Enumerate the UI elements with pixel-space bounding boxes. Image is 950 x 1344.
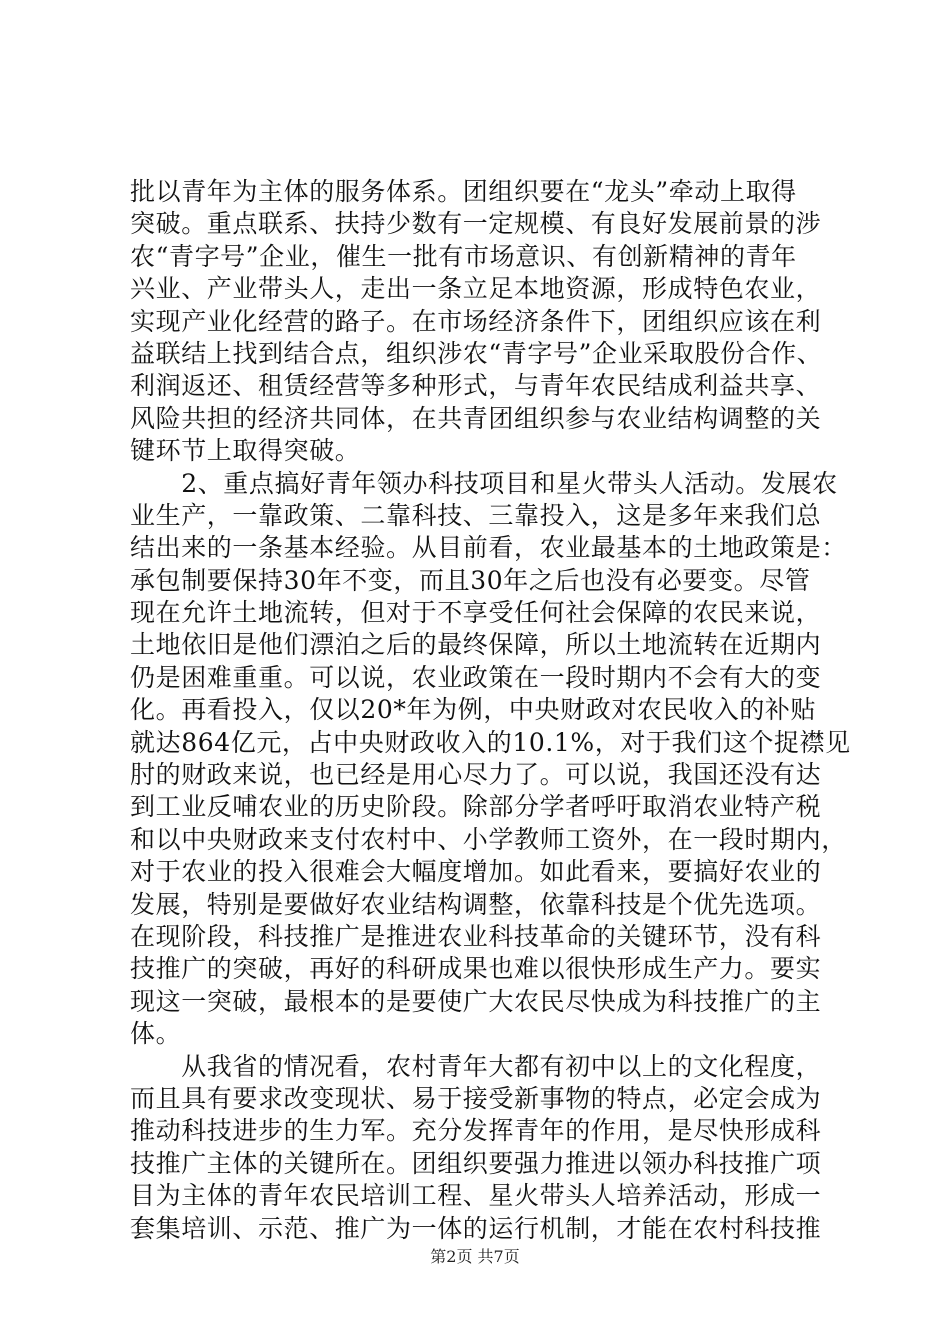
text-line: 目为主体的青年农民培训工程、星火带头人培养活动，形成一	[130, 1181, 822, 1211]
text-line: 就达864亿元，占中央财政收入的10.1%，对于我们这个捉襟见	[130, 727, 851, 757]
text-line: 和以中央财政来支付农村中、小学教师工资外，在一段时期内，	[130, 824, 847, 854]
page-footer: 第2页 共7页	[430, 1247, 520, 1266]
text-line: 技推广的突破，再好的科研成果也难以很快形成生产力。要实	[130, 954, 822, 984]
text-line: 益联结上找到结合点，组织涉农“青字号”企业采取股份合作、	[130, 338, 823, 368]
text-line: 而且具有要求改变现状、易于接受新事物的特点，必定会成为	[130, 1083, 822, 1113]
text-line: 业生产，一靠政策、二靠科技、三靠投入，这是多年来我们总	[130, 500, 822, 530]
text-line: 仍是困难重重。可以说，农业政策在一段时期内不会有大的变	[130, 662, 822, 692]
text-line: 化。再看投入，仅以20*年为例，中央财政对农民收入的补贴	[130, 695, 817, 725]
text-line: 实现产业化经营的路子。在市场经济条件下，团组织应该在利	[130, 306, 822, 336]
text-line: 现在允许土地流转，但对于不享受任何社会保障的农民来说，	[130, 598, 822, 628]
text-line: 利润返还、租赁经营等多种形式，与青年农民结成利益共享、	[130, 371, 822, 401]
text-line: 从我省的情况看，农村青年大都有初中以上的文化程度，	[130, 1051, 822, 1081]
text-line: 承包制要保持30年不变，而且30年之后也没有必要变。尽管	[130, 565, 811, 595]
body-text	[130, 176, 851, 1245]
text-line: 对于农业的投入很难会大幅度增加。如此看来，要搞好农业的	[130, 857, 822, 887]
text-line: 兴业、产业带头人，走出一条立足本地资源，形成特色农业，	[130, 274, 822, 304]
text-line: 推动科技进步的生力军。充分发挥青年的作用，是尽快形成科	[130, 1116, 822, 1146]
text-line: 2、重点搞好青年领办科技项目和星火带头人活动。发展农	[130, 468, 838, 498]
text-line: 结出来的一条基本经验。从目前看，农业最基本的土地政策是：	[130, 533, 847, 563]
text-line: 体。	[130, 1019, 182, 1049]
text-line: 在现阶段，科技推广是推进农业科技革命的关键环节，没有科	[130, 921, 822, 951]
text-line: 套集培训、示范、推广为一体的运行机制，才能在农村科技推	[130, 1213, 822, 1243]
text-line: 键环节上取得突破。	[130, 436, 361, 466]
text-line: 到工业反哺农业的历史阶段。除部分学者呼吁取消农业特产税	[130, 792, 822, 822]
text-line: 土地依旧是他们漂泊之后的最终保障，所以土地流转在近期内	[130, 630, 822, 660]
text-line: 风险共担的经济共同体，在共青团组织参与农业结构调整的关	[130, 403, 822, 433]
text-line: 农“青字号”企业，催生一批有市场意识、有创新精神的青年	[130, 241, 797, 271]
text-line: 技推广主体的关键所在。团组织要强力推进以领办科技推广项	[130, 1148, 822, 1178]
text-line: 发展，特别是要做好农业结构调整，依靠科技是个优先选项。	[130, 889, 822, 919]
text-line: 现这一突破，最根本的是要使广大农民尽快成为科技推广的主	[130, 986, 822, 1016]
text-line: 突破。重点联系、扶持少数有一定规模、有良好发展前景的涉	[130, 209, 822, 239]
text-line: 批以青年为主体的服务体系。团组织要在“龙头”牵动上取得	[130, 177, 797, 206]
text-line: 肘的财政来说，也已经是用心尽力了。可以说，我国还没有达	[130, 760, 822, 790]
